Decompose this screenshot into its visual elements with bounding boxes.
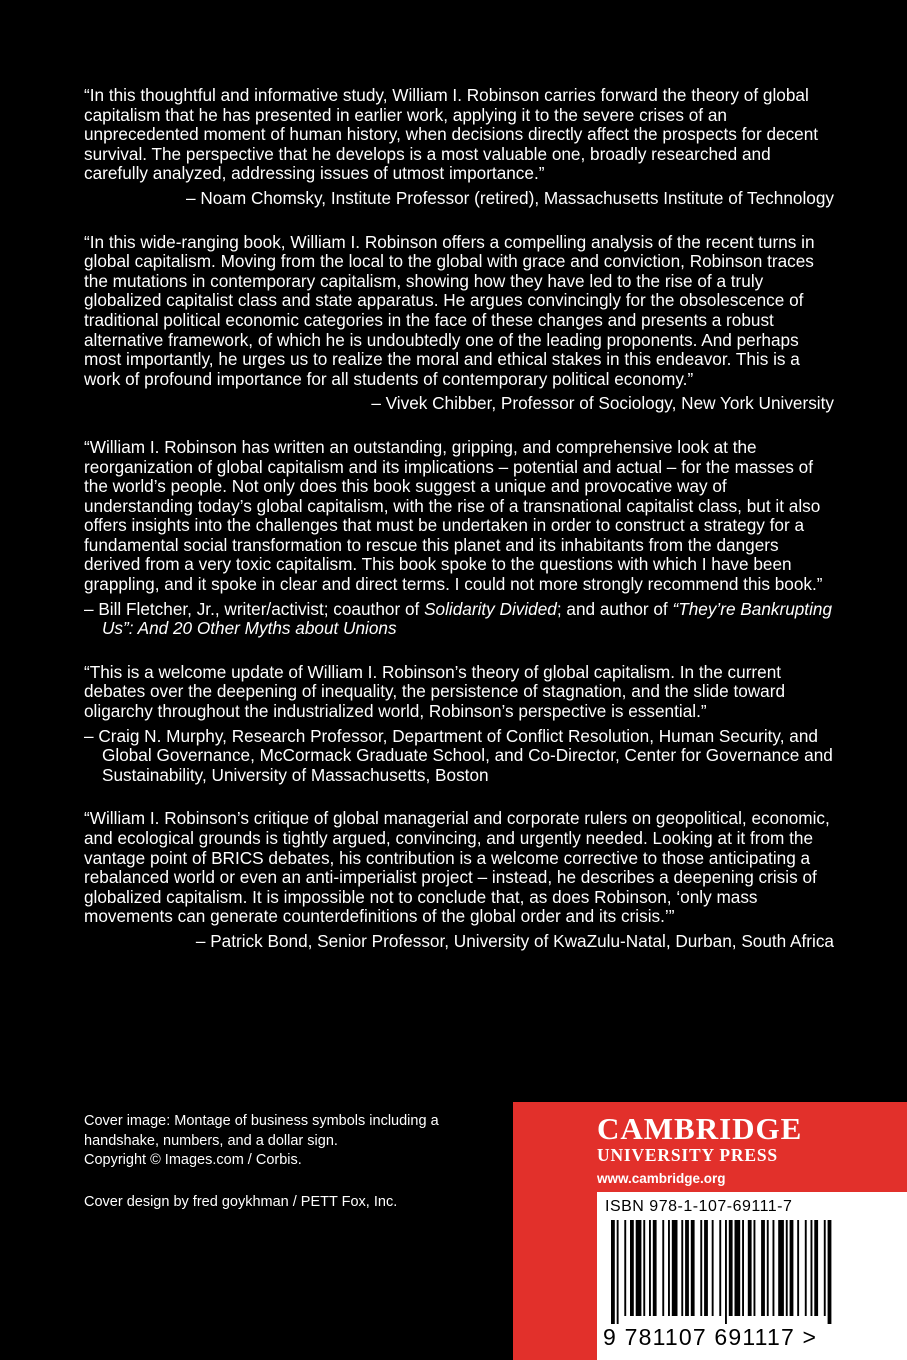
barcode-bar [814,1220,818,1316]
quote-attribution: – Craig N. Murphy, Research Professor, Department of Conflict Resolution, Human Security, and Global Governance, McCormack Graduate School, and Co-Director, Center for Governance and Sustainability, University of Massachusetts, Boston [84,725,833,785]
barcode-bar [805,1220,807,1316]
quote-text: “This is a welcome update of William I. Robinson’s theory of global capitalism. In the current debates over the deepening of inequality, the persistence of stagnation, and the slide toward oligarchy throughout the industrialized world, Robinson’s perspective is essential.” [84,661,786,722]
barcode-bar [790,1220,794,1316]
publisher-press: UNIVERSITY PRESS [597,1145,778,1165]
barcode-bar [691,1220,695,1316]
barcode-bar [624,1220,626,1316]
cover-design-credit: Cover design by fred goykhman / PETT Fox, Inc. [84,1193,398,1210]
attribution-mid: ; and author of [556,598,673,619]
barcode-bar [719,1220,721,1316]
barcode-bar [786,1220,788,1316]
barcode-bar [712,1220,714,1316]
endorsements [84,86,834,976]
barcode-bar [729,1220,733,1316]
barcode-icon [611,1220,891,1324]
book-title-bankrupting-us: “They’re Bankrupting Us”: And 20 Other Myths about Unions [102,598,833,639]
quote-attribution: – Noam Chomsky, Institute Professor (retired), Massachusetts Institute of Technology [186,187,834,208]
quote-text: “William I. Robinson’s critique of global managerial and corporate rulers on geopolitical, economic, and ecological grounds is tightly argued, convincing, and urgently needed. Looking at it from the vantage point of BRICS debates, his contribution is a welcome corrective to those anticipating a rebalanced world or even an anti-imperialist project – instead, he describes a deepening crisis of globalized capitalism. It is impossible not to conclude that, as does Robinson, ‘only mass movements can generate counterdefinitions of the global order and its crisis.’” [84,808,830,927]
barcode-bar [704,1220,708,1316]
barcode-bar [630,1220,634,1316]
attribution-prefix: – Bill Fletcher, Jr., writer/activist; coauthor of [84,598,425,619]
barcode-bar [778,1220,784,1316]
endorsement-bond [84,809,834,951]
barcode-bar [773,1220,775,1316]
endorsement-chomsky [84,86,834,209]
barcode-bar [668,1220,670,1316]
quote-attribution: – Patrick Bond, Senior Professor, University of KwaZulu-Natal, Durban, South Africa [195,930,834,951]
barcode-bar [672,1220,678,1316]
quote-text: “William I. Robinson has written an outstanding, gripping, and comprehensive look at the reorganization of global capitalism and its implications – potential and actual – for the masses of the world’s people. Not only does this book suggest a unique and provocative way of understanding today’s global capitalism, with the rise of a transnational capitalist class, but it also offers insights into the challenges that must be undertaken in order to construct a strategy for a fundamental social transformation to rescue this planet and its inhabitants from the dangers derived from a very toxic capitalism. This book spoke to the questions with which I have been grappling, and it spoke in clear and direct terms. I could not more strongly recommend this book.” [84,436,823,595]
barcode-bar [828,1220,832,1324]
isbn-label: ISBN 978-1-107-69111-7 [605,1198,793,1215]
cover-credits [84,1112,504,1212]
publisher-url: www.cambridge.org [597,1171,726,1186]
barcode-bar [735,1220,741,1316]
barcode-bar [643,1220,645,1316]
barcode-bar [767,1220,769,1316]
endorsement-chibber [84,233,834,414]
barcode-bar [700,1220,702,1316]
barcode-bar [662,1220,664,1316]
barcode-area [597,1192,907,1360]
endorsement-murphy [84,663,834,786]
barcode-bar [636,1220,642,1316]
endorsement-fletcher [84,438,834,639]
cover-image-credit: Cover image: Montage of business symbols including a handshake, numbers, and a dollar sign. Copyright © Images.com / Corbis. [84,1113,439,1169]
barcode-bar [653,1220,657,1316]
barcode-bar [617,1220,619,1324]
publisher-name: CAMBRIDGE [597,1111,803,1146]
quote-attribution: – Vivek Chibber, Professor of Sociology, New York University [371,393,834,414]
barcode-bar [681,1220,683,1316]
publisher-block [513,1102,907,1360]
barcode-number: 9 781107 691117 > [603,1324,818,1350]
barcode-bar [611,1220,615,1324]
barcode-bar [754,1220,756,1316]
quote-attribution [84,600,834,639]
barcode-bar [742,1220,744,1316]
barcode-bar [761,1220,765,1316]
barcode-bar [685,1220,689,1316]
barcode-bar [824,1220,826,1316]
barcode-bar [748,1220,752,1316]
barcode-bar [811,1220,813,1316]
quote-text: “In this wide-ranging book, William I. Robinson offers a compelling analysis of the recent turns in global capitalism. Moving from the local to the global with grace and conviction, Robinson traces the mutations in contemporary capitalism, showing how they have led to the rise of a truly globalized capitalist class and state apparatus. He argues convincingly for the obsolescence of traditional political economic categories in the face of these changes and presents a robust alternative framework, of which he is undoubtedly one of the leading proponents. And perhaps most importantly, he urges us to realize the moral and ethical stakes in this endeavor. This is a work of profound importance for all students of contemporary political economy.” [84,231,815,389]
book-title-solidarity-divided: Solidarity Divided [424,598,557,619]
barcode-bar [797,1220,799,1316]
barcode-bar [725,1220,727,1324]
barcode-bar [649,1220,651,1316]
quote-text: “In this thoughtful and informative study, William I. Robinson carries forward the theory of global capitalism that he has presented in earlier work, applying it to the severe crises of an unprecedented moment of human history, when decisions directly affect the prospects for decent survival. The perspective that he develops is a most valuable one, broadly researched and carefully analyzed, addressing issues of utmost importance.” [84,85,819,184]
